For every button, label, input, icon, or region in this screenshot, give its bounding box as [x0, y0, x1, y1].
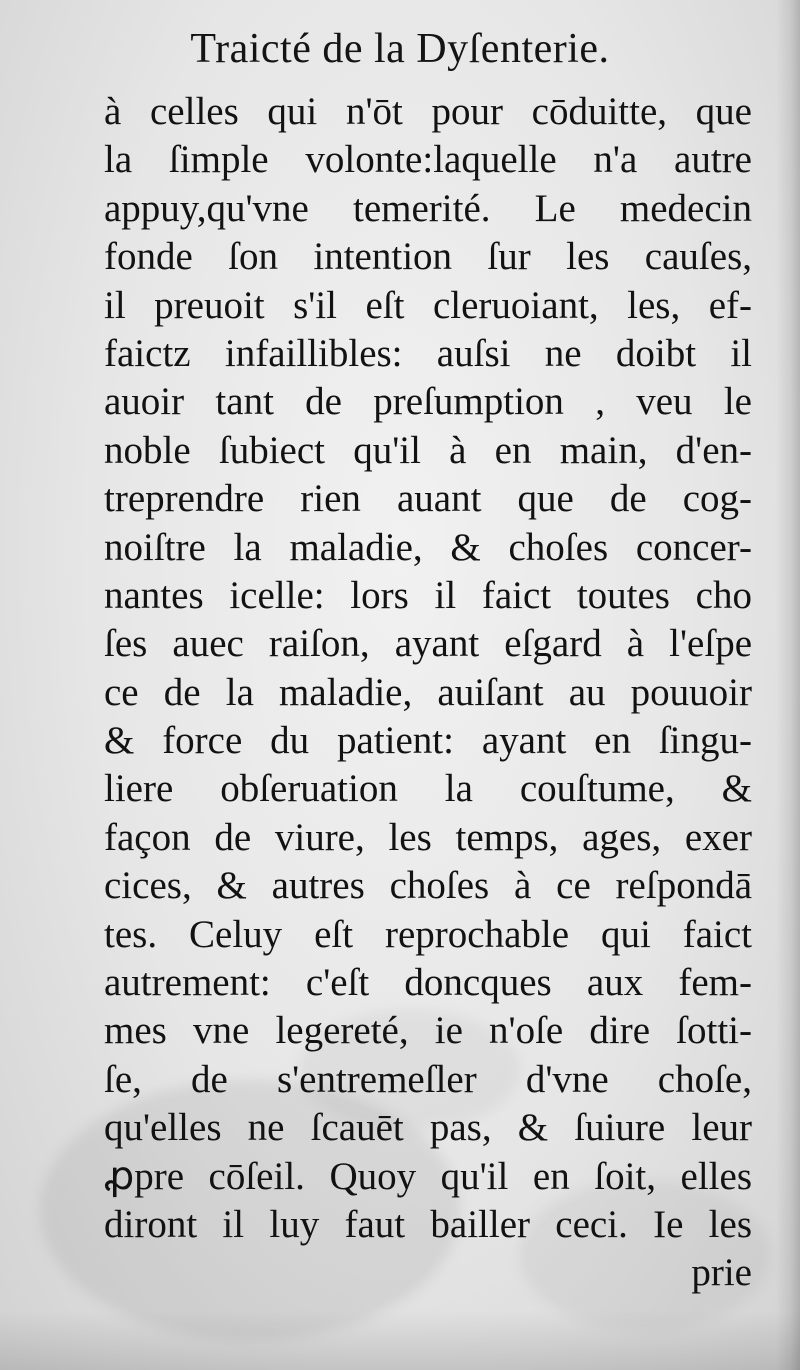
text-line: noiſtre la maladie, & choſes concer-: [104, 525, 752, 569]
text-line: façon de viure, les temps, ages, exer: [104, 815, 752, 859]
text-line: noble ſubiect qu'il à en main, d'en-: [104, 428, 752, 472]
page-edge-shadow: [776, 0, 800, 1370]
body-text: [104, 88, 752, 1298]
text-line: ce de la maladie, auiſant au pouuoir: [104, 670, 752, 714]
text-line: faictz infaillibles: auſsi ne doibt il: [104, 331, 752, 375]
text-line: qu'elles ne ſcauēt pas, & ſuiure leur: [104, 1106, 752, 1150]
text-line: tes. Celuy eſt reprochable qui faict: [104, 912, 752, 956]
text-line: mes vne legereté, ie n'oſe dire ſotti-: [104, 1009, 752, 1053]
text-line: ſe, de s'entremeſler d'vne choſe,: [104, 1057, 752, 1101]
text-line: auoir tant de preſumption , veu le: [104, 380, 752, 424]
page-bottom-shadow: [0, 1310, 800, 1370]
text-line: appuy,qu'vne temerité. Le medecin: [104, 186, 752, 230]
text-line: liere obſeruation la couſtume, &: [104, 767, 752, 811]
text-line: autrement: c'eſt doncques aux fem-: [104, 961, 752, 1005]
text-line: il preuoit s'il eſt cleruoiant, les, ef-: [104, 283, 752, 327]
text-line: diront il luy faut bailler ceci. Ie les: [104, 1202, 752, 1246]
text-line: la ſimple volonte:laquelle n'a autre: [104, 138, 752, 182]
text-line: ꝓpre cōſeil. Quoy qu'il en ſoit, elles: [104, 1154, 752, 1198]
text-line: à celles qui n'ōt pour cōduitte, que: [104, 90, 752, 133]
text-line: fonde ſon intention ſur les cauſes,: [104, 235, 752, 279]
text-line: ſes auec raiſon, ayant eſgard à l'eſpe: [104, 622, 752, 666]
running-header: Traicté de la Dyſenterie.: [190, 26, 610, 72]
text-line: & force du patient: ayant en ſingu-: [104, 719, 752, 763]
catchword: prie: [691, 1251, 752, 1295]
text-line: treprendre rien auant que de cog-: [104, 477, 752, 521]
text-line: cices, & autres choſes à ce reſpondā: [104, 864, 752, 908]
text-line: nantes icelle: lors il faict toutes cho: [104, 573, 752, 617]
